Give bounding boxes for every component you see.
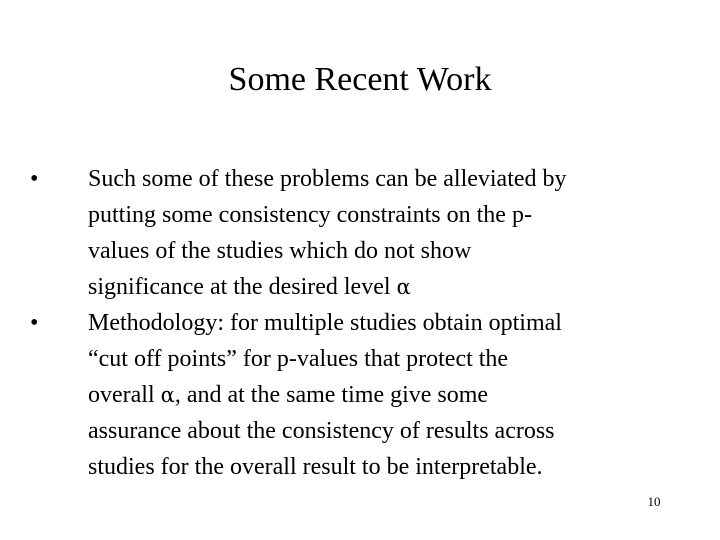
bullet-item-2 (30, 305, 658, 485)
alpha-symbol: α (396, 275, 411, 299)
bullet-list (30, 161, 658, 485)
bullet-2-line-4: assurance about the consistency of results across (88, 418, 555, 444)
bullet-2-line-3-text: overall (88, 382, 161, 408)
bullet-2-line-5: studies for the overall result to be interpretable. (88, 454, 543, 480)
bullet-1-line-4-text: significance at the desired level (88, 274, 397, 300)
alpha-symbol: α (160, 383, 175, 407)
bullet-1-line-1: Such some of these problems can be alleviated by (88, 166, 567, 192)
bullet-marker: • (30, 310, 39, 336)
bullet-1-line-2: putting some consistency constraints on the p- (88, 202, 532, 228)
slide-title: Some Recent Work (228, 61, 492, 98)
bullet-2-line-3-rest: , and at the same time give some (174, 382, 489, 408)
bullet-marker: • (30, 166, 39, 192)
page-number: 10 (647, 494, 661, 509)
bullet-1-line-3: values of the studies which do not show (88, 238, 472, 264)
bullet-1-line-4 (88, 269, 658, 305)
bullet-2-line-2: “cut off points” for p-values that protect the (88, 346, 509, 372)
bullet-2-line-3 (88, 377, 658, 413)
bullet-2-line-1: Methodology: for multiple studies obtain optimal (88, 310, 562, 336)
bullet-item-1 (30, 161, 658, 305)
